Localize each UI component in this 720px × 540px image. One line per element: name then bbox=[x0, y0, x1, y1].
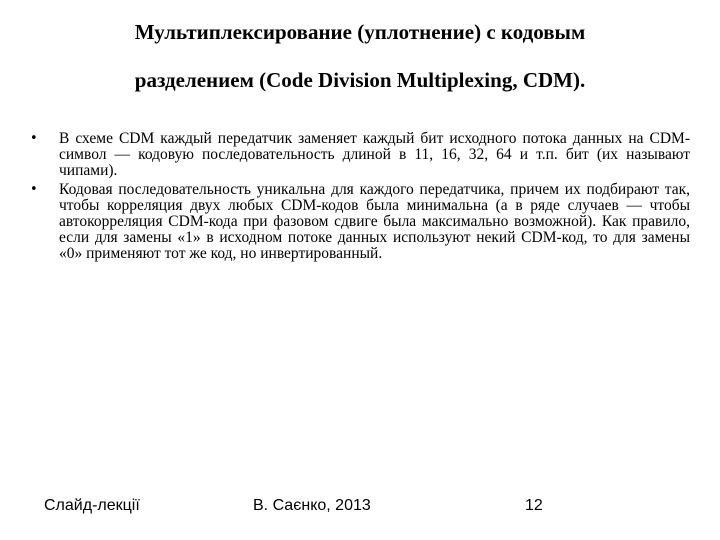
slide-title-line-2: разделением (Code Division Multiplexing, CDM). bbox=[134, 68, 586, 92]
footer-lecture-label: Слайд-лекції bbox=[44, 497, 140, 514]
bullet-item-2 bbox=[30, 182, 690, 261]
page-number: 12 bbox=[525, 497, 543, 514]
bullet-text: В схеме CDM каждый передатчик заменяет каждый бит исходного потока данных на CDM-символ — кодовую последовательность длиной в 11, 16, 32, 64 и т.п. бит (их называют чипами). bbox=[59, 130, 690, 179]
slide-title-line-1: Мультиплексирование (уплотнение) с кодовым bbox=[134, 20, 586, 44]
footer-author: В. Саєнко, 2013 bbox=[253, 497, 371, 514]
bullet-text: Кодовая последовательность уникальна для каждого передатчика, причем их подбирают так, чтобы корреляция двух любых CDM-кодов была минимальна (а в ряде случаев — чтобы автокорреляция CDM-кода при фазовом сдвиге была максимально возможной). Как правило, если для замены «1» в исходном потоке данных используют некий CDM-код, то для замены «0» применяют тот же код, но инвертированный. bbox=[59, 181, 690, 262]
bullet-marker: • bbox=[30, 182, 38, 198]
bullet-marker: • bbox=[30, 131, 38, 146]
bullet-list bbox=[30, 131, 690, 265]
bullet-item-1 bbox=[30, 131, 690, 178]
